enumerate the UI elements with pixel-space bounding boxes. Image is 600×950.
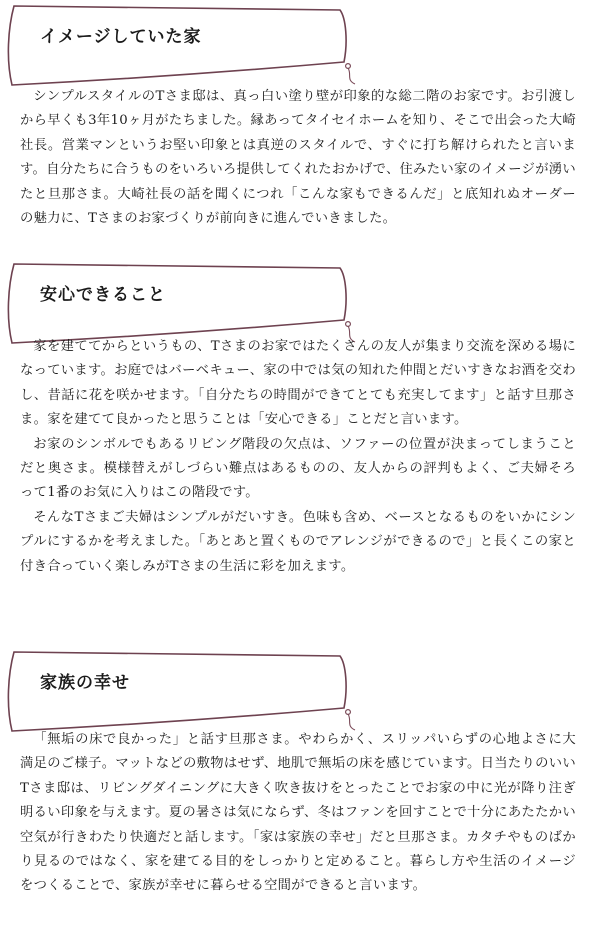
section-heading-tag bbox=[0, 646, 380, 736]
section-title: 家族の幸せ bbox=[40, 673, 130, 693]
paragraph: 「無垢の床で良かった」と話す旦那さま。やわらかく、スリッパいらずの心地よさに大満足のご様子。マットなどの敷物はせず、地肌で無垢の床を感じています。日当たりのいいTさま邸は、リビングダイニングに大きく吹き抜けをとったことでお家の中に光が降り注ぎ明るい印象を与えます。夏の暑さは気にならず、冬はファンを回すことで十分にあたたかい空気が行きわたり快適だと話します。「家は家族の幸せ」だと旦那さま。カタチやものばかり見るのではなく、家を建てる目的をしっかりと定めること。暮らし方や生活のイメージをつくることで、家族が幸せに暮らせる空間ができると言います。 bbox=[20, 732, 576, 894]
section-body bbox=[20, 335, 576, 579]
section-image-of-home bbox=[0, 0, 600, 258]
section-peace-of-mind bbox=[0, 258, 600, 646]
paragraph: 家を建ててからというもの、Tさまのお家ではたくさんの友人が集まり交流を深める場になっています。お庭ではバーベキュー、家の中では気の知れた仲間とだいすきなお酒を交わし、昔話に花を咲かせます。「自分たちの時間ができてとても充実してます」と話す旦那さま。家を建てて良かったと思うことは「安心できる」ことだと言います。 bbox=[20, 339, 576, 428]
section-body bbox=[20, 728, 576, 899]
paragraph: お家のシンボルでもあるリビング階段の欠点は、ソファーの位置が決まってしまうことだと奥さま。模様替えがしづらい難点はあるものの、友人からの評判もよく、ご夫婦そろって1番のお気に入りはこの階段です。 bbox=[20, 436, 576, 501]
section-body bbox=[20, 85, 576, 231]
paragraph: シンプルスタイルのTさま邸は、真っ白い塗り壁が印象的な総二階のお家です。お引渡しから早くも3年10ヶ月がたちました。縁あってタイセイホームを知り、そこで出会った大崎社長。営業マンというお堅い印象とは真逆のスタイルで、すぐに打ち解けられたと言います。自分たちに合うものをいろいろ提供してくれたおかげで、住みたい家のイメージが湧いたと旦那さま。大崎社長の話を聞くにつれ「こんな家もできるんだ」と底知れぬオーダーの魅力に、Tさまのお家づくりが前向きに進んでいきました。 bbox=[20, 89, 576, 227]
section-heading-tag bbox=[0, 0, 380, 90]
section-family-happiness bbox=[0, 646, 600, 950]
section-title: イメージしていた家 bbox=[40, 27, 202, 47]
section-title: 安心できること bbox=[40, 285, 166, 305]
paragraph: そんなTさまご夫婦はシンプルがだいすき。色味も含め、ベースとなるものをいかにシンプルにするかを考えました。「あとあと置くものでアレンジができるので」と長くこの家と付き合っていく楽しみがTさまの生活に彩を加えます。 bbox=[20, 509, 576, 574]
